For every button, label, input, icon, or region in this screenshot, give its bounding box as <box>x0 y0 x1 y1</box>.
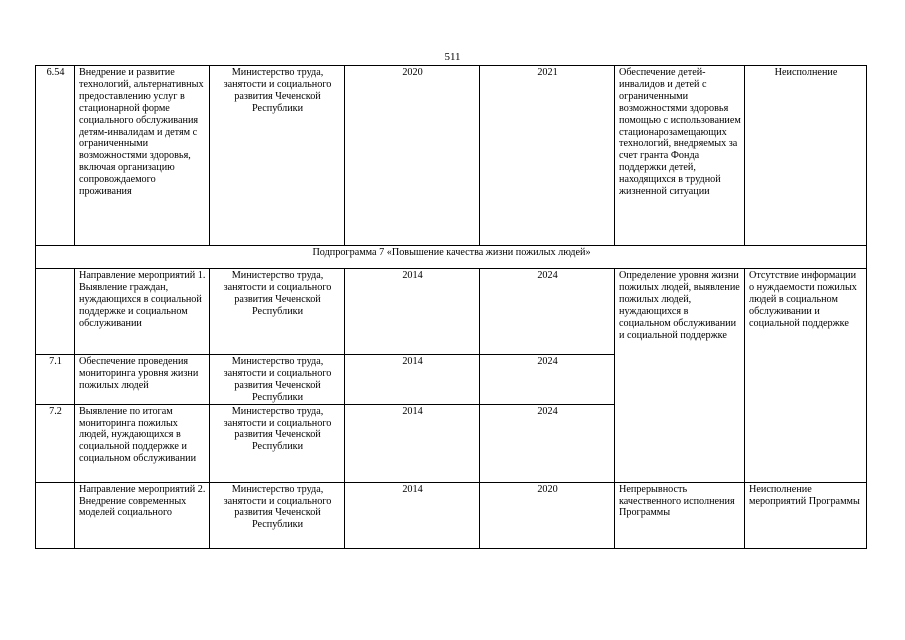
end-year: 2024 <box>480 269 615 355</box>
end-year: 2024 <box>480 404 615 482</box>
expected-result: Определение уровня жизни пожилых людей, выявление пожилых людей, нуждающихся в социальном обслуживании и социальной поддержке <box>615 269 745 483</box>
row-number: 6.54 <box>36 66 75 246</box>
subprogram-row <box>36 246 867 269</box>
row-number: 7.1 <box>36 355 75 405</box>
non-implementation-consequence: Отсутствие информации о нуждаемости пожилых людей в социальном обслуживании и социальной поддержке <box>745 269 867 483</box>
table-row <box>36 269 867 355</box>
expected-result: Непрерывность качественного исполнения Программы <box>615 482 745 548</box>
non-implementation-consequence: Неисполнение <box>745 66 867 246</box>
start-year: 2014 <box>345 482 480 548</box>
table-row <box>36 482 867 548</box>
row-number <box>36 482 75 548</box>
start-year: 2014 <box>345 355 480 405</box>
executor: Министерство труда, занятости и социального развития Чеченской Республики <box>210 269 345 355</box>
row-number: 7.2 <box>36 404 75 482</box>
measure-title: Внедрение и развитие технологий, альтернативных предоставлению услуг в стационарной форме социального обслуживания детям-инвалидам и детям с ограниченными возможностями здоровья, включая организацию сопровождаемого проживания <box>75 66 210 246</box>
executor: Министерство труда, занятости и социального развития Чеченской Республики <box>210 404 345 482</box>
measure-title: Выявление по итогам мониторинга пожилых людей, нуждающихся в социальной поддержке и социальном обслуживании <box>75 404 210 482</box>
non-implementation-consequence: Неисполнение мероприятий Программы <box>745 482 867 548</box>
end-year: 2021 <box>480 66 615 246</box>
end-year: 2024 <box>480 355 615 405</box>
executor: Министерство труда, занятости и социального развития Чеченской Республики <box>210 355 345 405</box>
measure-title: Направление мероприятий 2. Внедрение современных моделей социального <box>75 482 210 548</box>
start-year: 2014 <box>345 404 480 482</box>
page-number: 511 <box>444 51 461 63</box>
end-year: 2020 <box>480 482 615 548</box>
measure-title: Направление мероприятий 1. Выявление граждан, нуждающихся в социальной поддержке и социальном обслуживании <box>75 269 210 355</box>
measure-title: Обеспечение проведения мониторинга уровня жизни пожилых людей <box>75 355 210 405</box>
program-table <box>35 65 867 549</box>
start-year: 2020 <box>345 66 480 246</box>
start-year: 2014 <box>345 269 480 355</box>
expected-result: Обеспечение детей-инвалидов и детей с ограниченными возможностями здоровья помощью с использованием стационарозамещающих технологий, внедряемых за счет гранта Фонда поддержки детей, находящихся в трудной жизненной ситуации <box>615 66 745 246</box>
executor: Министерство труда, занятости и социального развития Чеченской Республики <box>210 66 345 246</box>
row-number <box>36 269 75 355</box>
table-row <box>36 66 867 246</box>
executor: Министерство труда, занятости и социального развития Чеченской Республики <box>210 482 345 548</box>
subprogram-title: Подпрограмма 7 «Повышение качества жизни пожилых людей» <box>36 246 867 269</box>
